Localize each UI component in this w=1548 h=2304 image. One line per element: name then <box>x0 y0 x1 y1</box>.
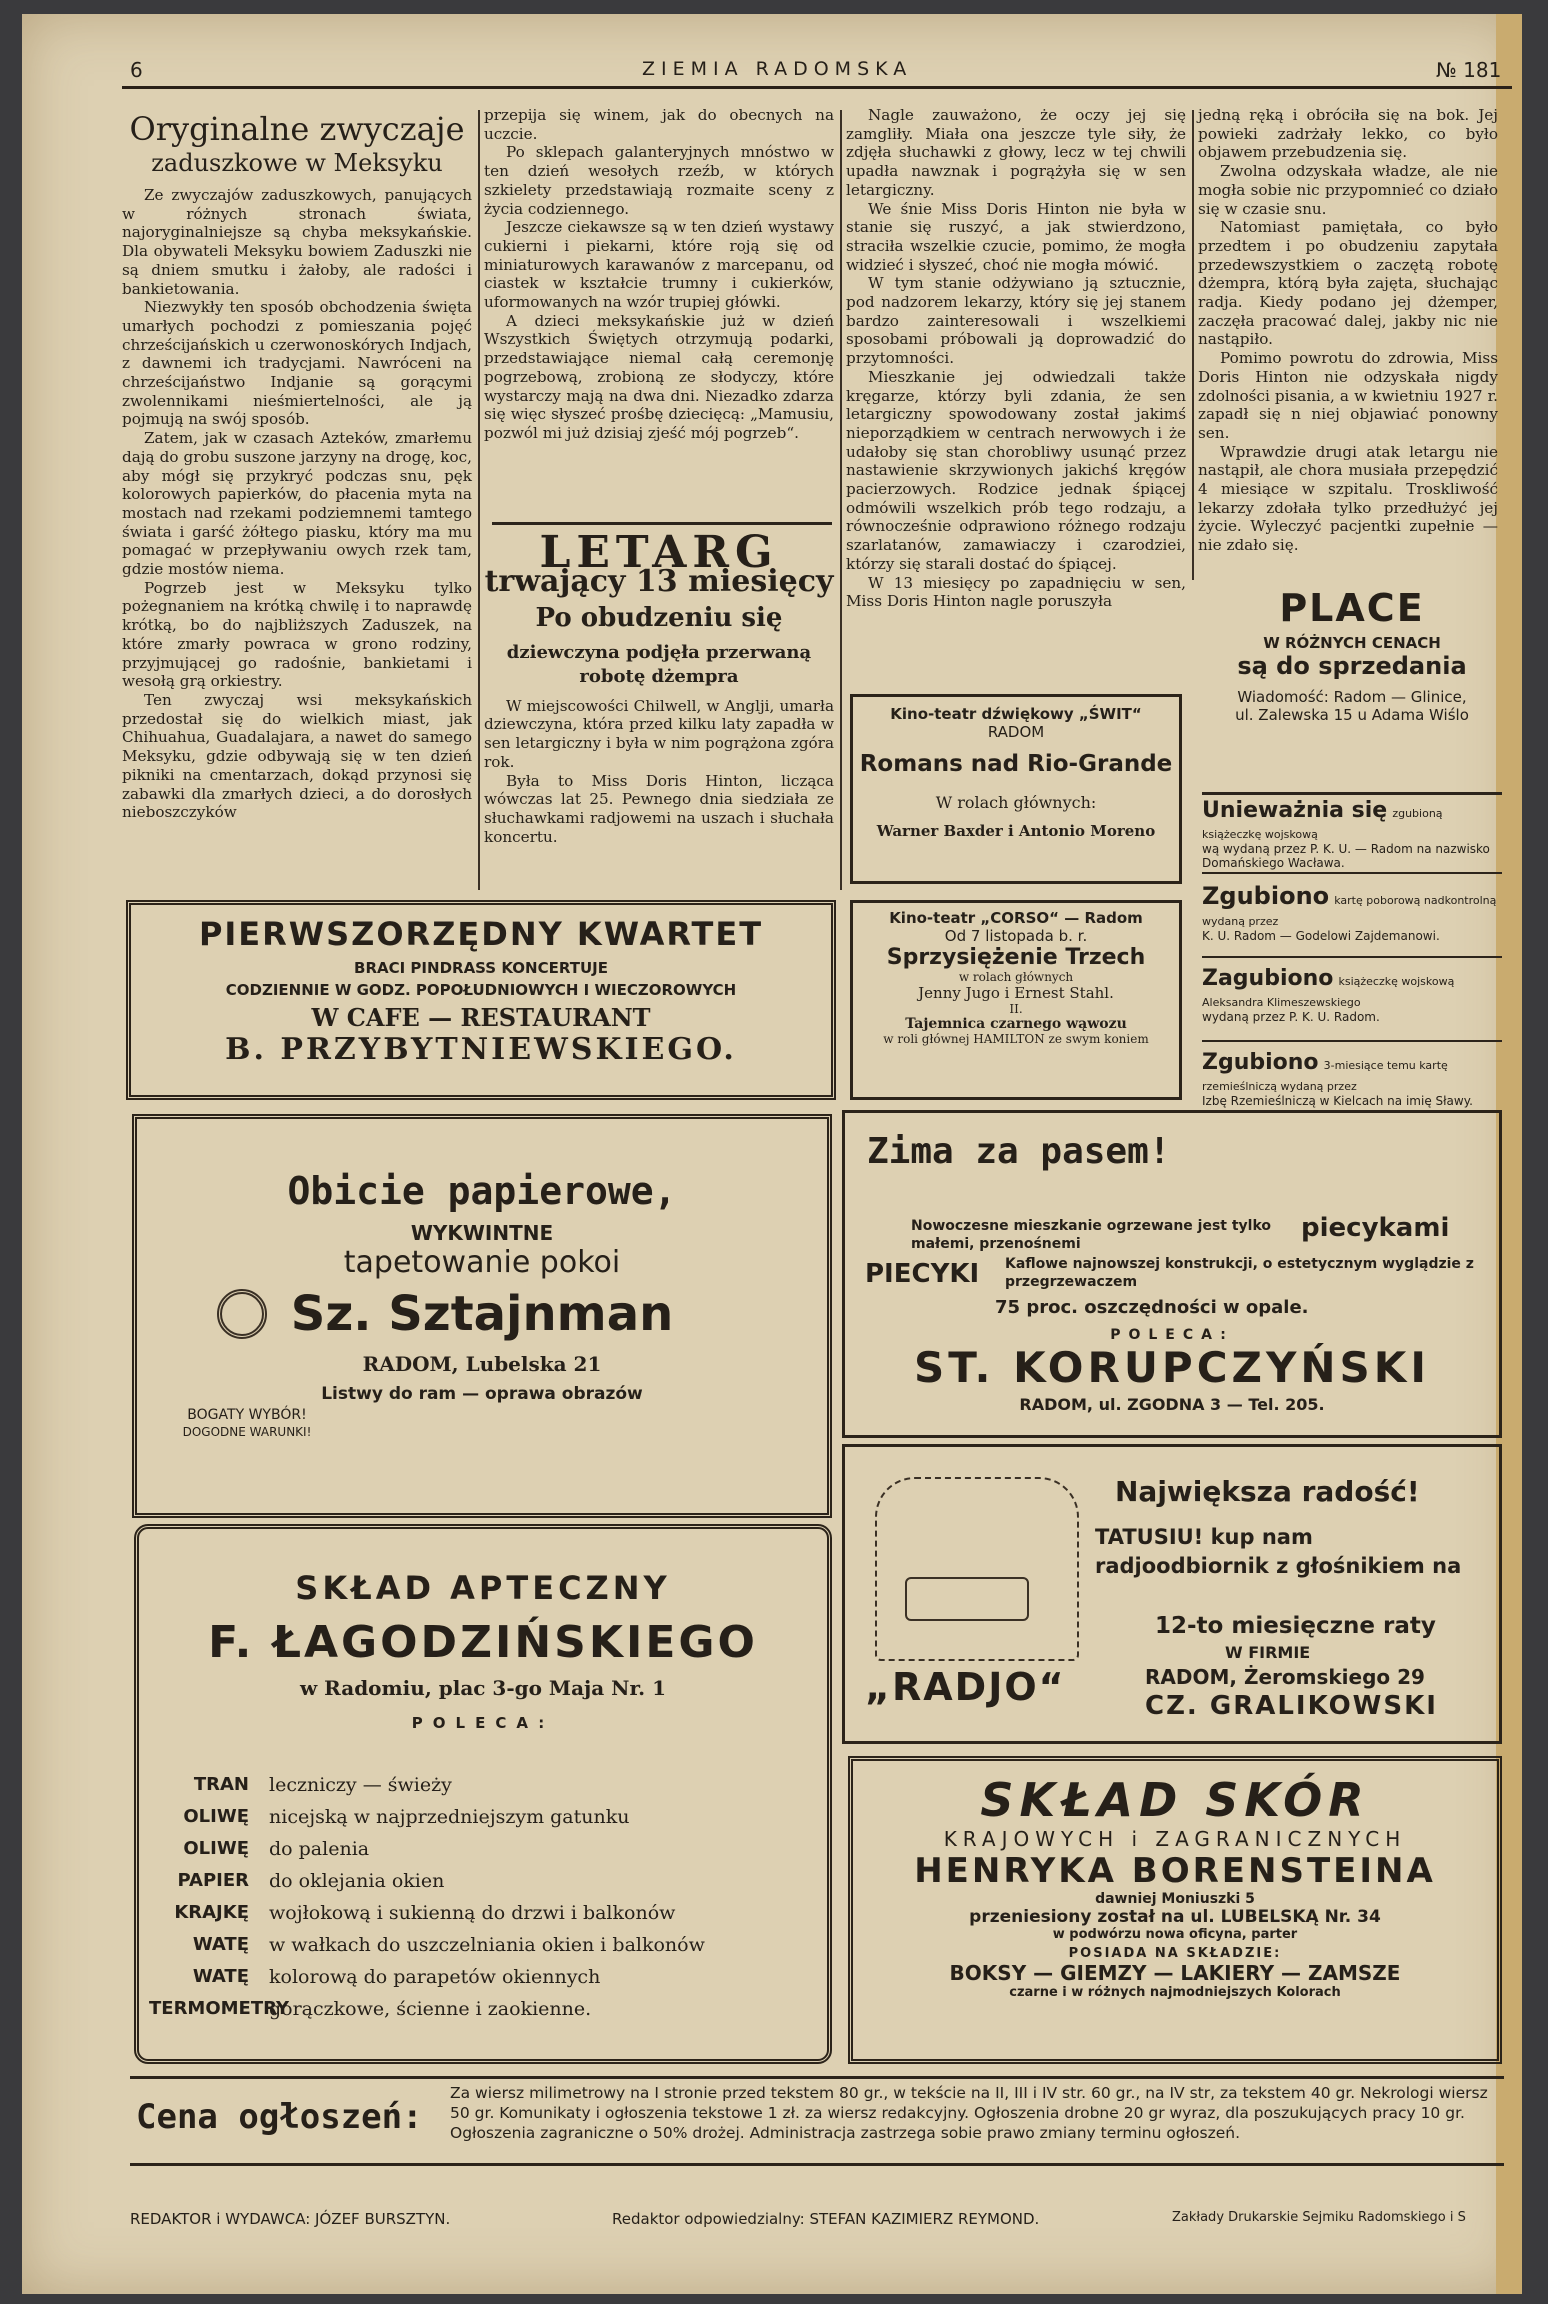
ad-text: 75 proc. oszczędności w opale. <box>995 1297 1309 1318</box>
ad-text: piecykami <box>1301 1213 1450 1243</box>
ad-text: Kino-teatr dźwiękowy „ŚWIT“ <box>890 705 1142 723</box>
ad-text: ul. Zalewska 15 u Adama Wiślo <box>1235 706 1469 724</box>
separator <box>1202 792 1502 795</box>
ad-text: W rolach głównych: <box>935 793 1097 812</box>
list-item: PAPIER do oklejania okien <box>177 1870 445 1892</box>
column-divider <box>1192 110 1194 580</box>
ad-text: w Radomiu, plac 3-go Maja Nr. 1 <box>299 1676 667 1700</box>
ad-kwartet <box>126 900 836 1100</box>
notice-title: Zgubiono <box>1202 1050 1319 1075</box>
paragraph: Ten zwyczaj wsi meksykańskich przedostał się do wielkich miast, jak Chihuahua, Guadalajara, a nawet do samego Meksyku, gdzie odbywają się w ten dzień pikniki na cmentarzach, dokąd przynosi się zabawki dla zmarłych dzieci, a do dorosłych nieboszczyków <box>122 690 472 822</box>
article-letarg-title: LETARG <box>539 527 779 578</box>
ad-text: BOGATY WYBÓR! <box>187 1407 307 1423</box>
price-text: Za wiersz milimetrowy na I stronie przed tekstem 80 gr., w tekście na II, III i IV str. 60 gr., na IV str, za tekstem 40 gr. Nekrologi wiersz 50 gr. Komunikaty i ogłoszenia tekstowe 1 zł. za wiersz redakcyjny. Ogłoszenia drobne 20 gr wyraz, dla poszukujących pracy 10 gr. Ogłoszenia zagraniczne o 50% drożej. Administracja zastrzega sobie prawo zmiany terminu ogłoszeń. <box>450 2084 1488 2142</box>
paragraph: Ze zwyczajów zaduszkowych, panujących w różnych stronach świata, najoryginalniejsze są chyba meksykańskie. Dla obywateli Meksyku bowiem Zaduszki nie są dniem smutku i żałoby, ale radości i bankietowania. <box>122 186 472 298</box>
list-item: KRAJKĘ wojłokową i sukienną do drzwi i balkonów <box>174 1902 676 1924</box>
notice-title: Zgubiono <box>1202 882 1330 910</box>
paragraph: Mieszkanie jej odwiedzali także kręgarze, którzy byli zdania, że sen letargiczny spowodowany został jakimś nieporządkiem w centrach nerwowych i że udałoby się stan chorobliwy usunąć przez nastawienie skrzywionych jakichś kręgów pacierzowych. Rodzice jednak śpiącej odmówili wszelkich prób tego rodzaju, a równocześnie odprawiono różnego rodzaju szarlatanów, zamawiaczy i czarodziei, którzy się starali dostać do śpiącej. <box>846 367 1186 573</box>
ad-text: TATUSIU! kup nam radjoodbiornik z głośnikiem na <box>1095 1525 1462 1578</box>
footer-printer: Zakłady Drukarskie Sejmiku Radomskiego i S <box>1172 2210 1466 2225</box>
page-number: 6 <box>130 58 143 82</box>
paragraph: przepija się winem, jak do obecnych na uczcie. <box>484 106 834 143</box>
ad-text: RADOM, Żeromskiego 29 <box>1145 1665 1425 1689</box>
ad-text: Listwy do ram — oprawa obrazów <box>321 1384 643 1404</box>
separator <box>1202 956 1502 958</box>
list-item: OLIWĘ do palenia <box>183 1838 370 1860</box>
list-item: OLIWĘ nicejską w najprzedniejszym gatunku <box>183 1806 630 1828</box>
article-letarg-col1 <box>484 527 834 846</box>
apteka-items <box>149 1769 819 2025</box>
notice-zgubiono-1 <box>1202 882 1502 956</box>
ad-kino-swit <box>850 694 1182 884</box>
paragraph: Pomimo powrotu do zdrowia, Miss Doris Hinton nie odzyskała nigdy zdolności pisania, a w kwietniu 1927 r. zapadł się n niej objawiać ponowny sen. <box>1198 349 1498 442</box>
ad-title: Zima za pasem! <box>867 1131 1171 1172</box>
article-letarg-subtitle2: Po obudzeniu się <box>535 602 783 633</box>
ad-text: Warner Baxder i Antonio Moreno <box>876 822 1156 840</box>
paragraph: Była to Miss Doris Hinton, licząca wówczas lat 25. Pewnego dnia siedziała ze słuchawkami radjowemi na uszach i słuchała koncertu. <box>484 771 834 846</box>
paragraph: Zatem, jak w czasach Azteków, zmarłemu dają do grobu suszone jarzyny na drogę, koc, aby mógł się przykryć podczas snu, pęk kolorowych papierków, do płacenia myta na mostach nad rzekami podziemnemi tamtego świata i garść żółtego piasku, który ma mu pomagać w przepływaniu owych rzek tam, gdzie mostów niema. <box>122 429 472 579</box>
paragraph: W tym stanie odżywiano ją sztucznie, pod nadzorem lekarzy, który się jej stanem bardzo zainteresowali i wszelkiemi sposobami próbowali ją doprowadzić do przytomności. <box>846 274 1186 368</box>
ad-text: Nowoczesne mieszkanie ogrzewane jest tylko małemi, przenośnemi <box>911 1218 1272 1252</box>
paragraph: Wprawdzie drugi atak letargu nie nastąpił, ale chora musiała przepędzić 4 miesiące w szpitalu. Troskliwość lekarzy zdołała tylko przedłużyć jej życie. Wyleczyć pacjentki zupełnie — nie zdało się. <box>1198 442 1498 555</box>
article-separator <box>492 522 832 525</box>
ad-text: Tajemnica czarnego wąwozu <box>905 1016 1127 1032</box>
ad-brand: „RADJO“ <box>865 1665 1066 1709</box>
ad-text: POLECA: <box>411 1714 555 1732</box>
ad-obicie <box>132 1114 832 1518</box>
header-rule <box>122 86 1512 89</box>
ad-text: ST. KORUPCZYŃSKI <box>914 1343 1430 1392</box>
ad-title: Sprzysiężenie Trzech <box>886 945 1146 970</box>
ad-text: są do sprzedania <box>1237 652 1467 680</box>
ad-text: Wiadomość: Radom — Glinice, <box>1237 688 1467 706</box>
article-mexico-col2 <box>484 106 834 443</box>
article-letarg-col3 <box>1198 106 1498 555</box>
notice-title: Unieważnia się <box>1202 798 1388 823</box>
article-mexico-subtitle: zaduszkowe w Meksyku <box>151 149 443 177</box>
ad-text: HENRYKA BORENSTEINA <box>914 1851 1436 1891</box>
ad-radjo <box>842 1444 1502 1744</box>
notice-text: książeczkę wojskową Aleksandra Klimeszewskiego <box>1202 975 1455 1009</box>
ad-text: 12-to miesięczne raty <box>1155 1613 1436 1639</box>
footer-editor: REDAKTOR i WYDAWCA: JÓZEF BURSZTYN. <box>130 2210 451 2228</box>
paragraph: A dzieci meksykańskie już w dzień Wszystkich Świętych otrzymują podarki, przedstawiające niemal całą ceremonję pogrzebową, zrobioną ze słodyczy, które wystarczy mają na dwa dni. Niezadko zdarza się więc słyszeć prośbę dziecięcą: „Mamusiu, pozwól mi już dzisiaj zjeść mój pogrzeb“. <box>484 311 834 442</box>
ad-text: RADOM, ul. ZGODNA 3 — Tel. 205. <box>1019 1395 1325 1414</box>
list-item: TERMOMETRY gorączkowe, ścienne i zaokienne. <box>149 1998 592 2020</box>
ad-text: POLECA: <box>1110 1327 1234 1343</box>
column-divider <box>840 110 842 890</box>
paragraph: We śnie Miss Doris Hinton nie była w stanie się ruszyć, a jak stwierdzono, straciła wszelkie czucie, pomimo, że mogła widzieć i słyszeć, choć nie mogła mówić. <box>846 199 1186 274</box>
ad-text: Kino-teatr „CORSO“ — Radom <box>889 909 1143 927</box>
price-box <box>130 2076 1504 2166</box>
ad-text: W RÓŻNYCH CENACH <box>1263 634 1441 652</box>
ad-text: Od 7 listopada b. r. <box>944 927 1088 945</box>
ornament-icon <box>217 1289 267 1339</box>
paragraph: Jeszcze ciekawsze są w ten dzień wystawy cukierni i piekarni, które roją się od miniaturowych karawanów z marcepanu, od ciastek w kształcie trumny i cukierków, uformowanych na wzór trupiej główki. <box>484 218 834 312</box>
column-divider <box>478 110 480 890</box>
notices <box>1202 798 1502 1120</box>
ad-text: przeniesiony został na ul. LUBELSKĄ Nr. 34 <box>969 1907 1381 1927</box>
newspaper-title: ZIEMIA RADOMSKA <box>642 58 913 80</box>
ad-skory <box>848 1756 1502 2064</box>
ad-text: Kaflowe najnowszej konstrukcji, o estetycznym wyglądzie z przegrzewaczem <box>1005 1256 1474 1290</box>
list-item: WATĘ w wałkach do uszczelniania okien i balkonów <box>192 1934 705 1956</box>
notice-text: wydaną przez P. K. U. Radom. <box>1202 1010 1380 1024</box>
list-item: TRAN leczniczy — świeży <box>193 1774 452 1796</box>
ad-title: SKŁAD SKÓR <box>980 1773 1370 1827</box>
ad-text: DOGODNE WARUNKI! <box>182 1425 312 1439</box>
ad-text: BRACI PINDRASS KONCERTUJE <box>354 959 608 977</box>
paragraph: Zwolna odzyskała władze, ale nie mogła sobie nic przypomnieć co działo się w czasie snu. <box>1198 162 1498 218</box>
issue-number: № 181 <box>1436 58 1502 82</box>
article-letarg-col2 <box>846 106 1186 611</box>
notice-zgubiono-2 <box>1202 966 1502 1040</box>
notice-title: Zagubiono <box>1202 966 1334 991</box>
paragraph: W 13 miesięcy po zapadnięciu w sen, Miss Doris Hinton nagle poruszyła <box>846 573 1186 611</box>
ad-text: dawniej Moniuszki 5 <box>1095 1891 1255 1907</box>
ad-title: Obicie papierowe, <box>287 1169 677 1213</box>
radio-illustration <box>905 1577 1029 1621</box>
ad-text: czarne i w różnych najmodniejszych Kolorach <box>1009 1985 1341 2000</box>
ad-text: CZ. GRALIKOWSKI <box>1145 1691 1438 1721</box>
ad-text: RADOM, Lubelska 21 <box>362 1352 602 1376</box>
footer-responsible: Redaktor odpowiedzialny: STEFAN KAZIMIERZ REYMOND. <box>612 2210 1040 2228</box>
paragraph: jedną ręką i obróciła się na bok. Jej powieki zadrżały lekko, co było objawem przebudzenia się. <box>1198 106 1498 162</box>
paragraph: Po sklepach galanteryjnych mnóstwo w ten dzień wesołych rzeźb, w których szkielety przedstawiają rozmaite sceny z życia codziennego. <box>484 143 834 218</box>
article-mexico-col1 <box>122 110 472 822</box>
ad-text: WYKWINTNE <box>410 1221 554 1245</box>
ad-text: BOKSY — GIEMZY — LAKIERY — ZAMSZE <box>949 1961 1401 1985</box>
ad-text: W FIRMIE <box>1225 1643 1311 1662</box>
paragraph: Niezwykły ten sposób obchodzenia święta umarłych pochodzi z pomieszania pojęć chrześcijańskich u czerwonoskórych Indjach, z dawnemi ich tradycjami. Nawróceni na chrześcijaństwo Indjanie są gorącymi zwolennikami nieśmiertelności, ale ją pojmują na swój sposób. <box>122 298 472 429</box>
ad-text: w rolach głównych <box>958 970 1074 984</box>
ad-text: w podwórzu nowa oficyna, parter <box>1052 1927 1298 1942</box>
notice-text: Izbę Rzemieślniczą w Kielcach na imię Sławy. <box>1202 1094 1473 1108</box>
separator <box>1202 872 1502 874</box>
article-mexico-title: Oryginalne zwyczaje <box>129 110 465 148</box>
ad-apteka <box>134 1524 832 2064</box>
ad-title: PIERWSZORZĘDNY KWARTET <box>198 915 764 953</box>
ad-text: KRAJOWYCH i ZAGRANICZNYCH <box>943 1827 1407 1851</box>
ad-text: CODZIENNIE W GODZ. POPOŁUDNIOWYCH I WIECZOROWYCH <box>225 981 737 999</box>
separator <box>1202 1040 1502 1042</box>
article-letarg-subtitle: trwający 13 miesięcy <box>484 563 834 599</box>
notice-text: K. U. Radom — Godelowi Zajdemanowi. <box>1202 929 1440 943</box>
ad-title: PLACE <box>1279 586 1425 630</box>
newspaper-page <box>22 14 1522 2294</box>
ad-text: B. PRZYBYTNIEWSKIEGO. <box>225 1032 737 1067</box>
paragraph: W miejscowości Chilwell, w Anglji, umarła dziewczyna, która przed kilku laty zapadła w sen letargiczny i była w nim pogrążona zgóra rok. <box>484 696 834 771</box>
ad-title: Największa radość! <box>1115 1475 1420 1508</box>
notice-text: 3-miesiące temu kartę rzemieślniczą wydaną przez <box>1202 1059 1448 1093</box>
ad-text: F. ŁAGODZIŃSKIEGO <box>208 1617 758 1668</box>
paragraph: Nagle zauważono, że oczy jej się zamgliły. Miała ona jeszcze tyle siły, że zdjęła słuchawki z głowy, lecz w tej chwili upadła nawznak i pogrążyła się w sen letargiczny. <box>846 106 1186 199</box>
ad-text: tapetowanie pokoi <box>343 1245 621 1280</box>
ad-title: Romans nad Rio-Grande <box>859 751 1173 777</box>
notice-text: kartę poborową nadkontrolną wydaną przez <box>1202 894 1497 928</box>
ad-text: PIECYKI <box>865 1259 980 1289</box>
ad-title: SKŁAD APTECZNY <box>295 1569 671 1607</box>
ad-text: POSIADA NA SKŁADZIE: <box>1068 1946 1282 1961</box>
ad-kino-corso <box>850 900 1182 1100</box>
notice-uniewaznia <box>1202 798 1502 872</box>
ad-text: W CAFE — RESTAURANT <box>311 1003 651 1032</box>
ad-zima <box>842 1110 1502 1438</box>
family-illustration <box>875 1477 1079 1661</box>
list-item: WATĘ kolorową do parapetów okiennych <box>192 1966 601 1988</box>
ad-text: Jenny Jugo i Ernest Stahl. <box>918 984 1114 1002</box>
paragraph: Pogrzeb jest w Meksyku tylko pożegnaniem na krótką chwilę i to naprawdę krótką, bo do najbliższych Zaduszek, na które zmarły powraca w grono rodziny, przyjmującej go radośnie, bankietami i wesołą grą orkiestry. <box>122 578 472 691</box>
paragraph: Natomiast pamiętała, co było przedtem i po obudzeniu zapytała przedewszystkiem o zaczętą robotę dżempra, którą była zajęta, słuchając radja. Kiedy podano jej dżemper, zaczęła pracować dalej, jakby nic nie nastąpiło. <box>1198 218 1498 349</box>
ad-text: II. <box>1009 1002 1023 1016</box>
price-label: Cena ogłoszeń: <box>136 2097 423 2137</box>
ad-text: Sz. Sztajnman <box>290 1286 674 1342</box>
ad-text: RADOM <box>987 723 1045 741</box>
ad-text: w roli głównej HAMILTON ze swym koniem <box>883 1032 1149 1046</box>
ad-place <box>1202 586 1502 786</box>
article-letarg-subtitle3: dziewczyna podjęła przerwaną robotę dżempra <box>506 641 812 687</box>
notice-text: zgubioną książeczkę wojskową <box>1202 807 1443 841</box>
notice-text: wą wydaną przez P. K. U. — Radom na nazwisko Domańskiego Wacława. <box>1202 842 1490 870</box>
